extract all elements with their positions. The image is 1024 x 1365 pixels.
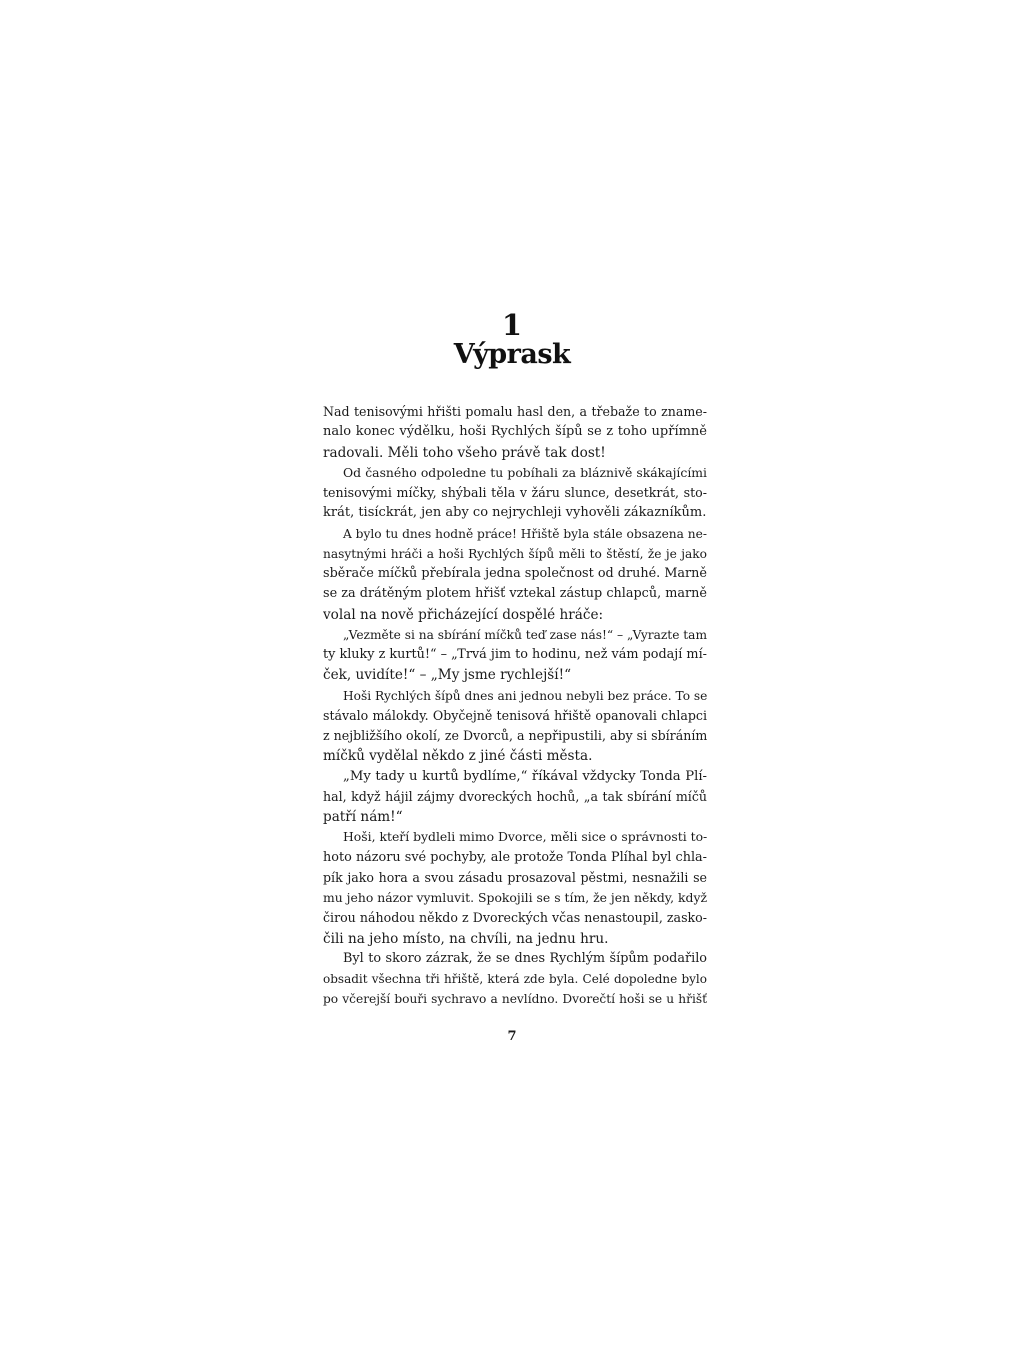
text-line: volal na nově přicházející dospělé hráče: [323,606,604,623]
text-line: nasytnými hráči a hoši Rychlých šípů měli to štěstí, že je jako [323,546,707,561]
text-line: hal, když hájil zájmy dvoreckých hochů, „a tak sbírání míčů [323,788,707,804]
text-line: ček, uvidíte!“ – „My jsme rychlejší!“ [323,667,572,684]
text-line: obsadit všechna tři hřiště, která zde byla. Celé dopoledne bylo [323,972,707,986]
text-line: Nad tenisovými hřišti pomalu hasl den, a třebaže to zname- [323,404,707,419]
text-line: ty kluky z kurtů!“ – „Trvá jim to hodinu, než vám podají mí- [323,647,707,662]
text-line: sběrače míčků přebírala jedna společnost od druhé. Marně [323,566,707,581]
text-line: krát, tisíckrát, jen aby co nejrychleji vyhověli zákazníkům. [323,505,707,521]
text-line: pík jako hora a svou zásadu prosazoval pěstmi, nesnažili se [323,869,707,885]
text-line: „Vezměte si na sbírání míčků teď zase nás!“ – „Vyrazte tam [343,627,707,642]
chapter-number: 1 [501,308,523,342]
text-line: Od časného odpoledne tu pobíhali za bláznivě skákajícími [343,464,707,480]
text-line: Hoši Rychlých šípů dnes ani jednou nebyli bez práce. To se [343,688,707,703]
text-line: míčků vydělal někdo z jiné části města. [323,748,593,765]
text-line: čili na jeho místo, na chvíli, na jednu hru. [323,930,609,947]
text-line: A bylo tu dnes hodně práce! Hřiště byla stále obsazena ne- [343,526,707,541]
text-line: Byl to skoro zázrak, že se dnes Rychlým šípům podařilo [343,950,707,966]
text-line: z nejbližšího okolí, ze Dvorců, a nepřipustili, aby si sbíráním [323,728,707,743]
text-line: po včerejší bouři sychravo a nevlídno. Dvorečtí hoši se u hřišť [323,992,707,1007]
text-line: stávalo málokdy. Obyčejně tenisová hřiště opanovali chlapci [323,707,707,723]
text-line: „My tady u kurtů bydlíme,“ říkával vždycky Tonda Plí- [343,768,707,784]
text-line: čirou náhodou někdo z Dvoreckých včas nenastoupil, zasko- [323,910,707,926]
page-number: 7 [507,1029,517,1044]
text-line: Hoši, kteří bydleli mimo Dvorce, měli sice o správnosti to- [343,829,707,845]
body-text [323,402,707,1010]
text-line: patří nám!“ [323,809,403,825]
text-line: nalo konec výdělku, hoši Rychlých šípů se z toho upřímně [323,424,707,440]
text-line: se za drátěným plotem hřišť vztekal zástup chlapců, marně [323,586,707,602]
text-line: radovali. Měli toho všeho právě tak dost! [323,444,606,461]
text-line: hoto názoru své pochyby, ale protože Tonda Plíhal byl chla- [323,849,707,865]
text-line: mu jeho názor vymluvit. Spokojili se s tím, že jen někdy, když [323,890,707,905]
text-line: tenisovými míčky, shýbali těla v žáru slunce, desetkrát, sto- [323,485,707,500]
chapter-title: Výprask [453,339,571,370]
